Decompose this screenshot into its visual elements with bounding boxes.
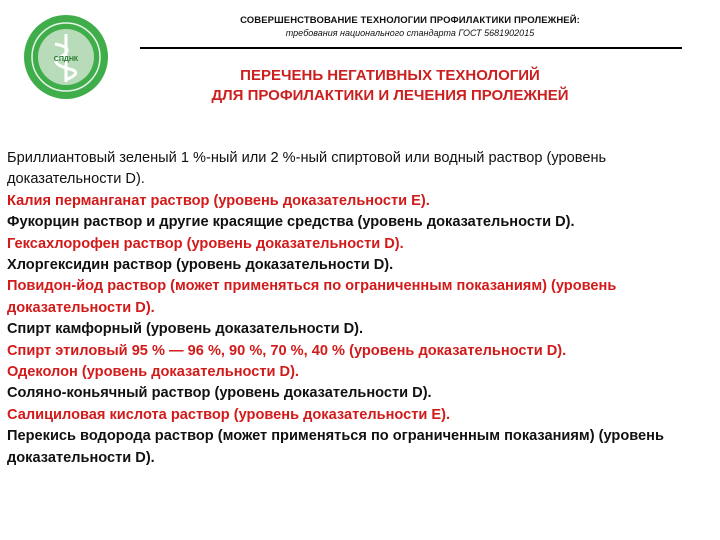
list-item: Фукорцин раствор и другие красящие средства (уровень доказательности D).	[7, 214, 575, 231]
list-item: Соляно-коньячный раствор (уровень доказательности D).	[7, 385, 432, 402]
header-line-1: СОВЕРШЕНСТВОВАНИЕ ТЕХНОЛОГИИ ПРОФИЛАКТИКИ ПРОЛЕЖНЕЙ:	[240, 15, 580, 26]
document-header	[140, 15, 680, 38]
medical-emblem-icon	[23, 14, 109, 100]
page-title	[150, 66, 630, 106]
header-divider	[140, 47, 682, 49]
list-item: Калия перманганат раствор (уровень доказательности E).	[7, 192, 430, 209]
list-item: Гексахлорофен раствор (уровень доказательности D).	[7, 235, 404, 252]
list-item: Одеколон (уровень доказательности D).	[7, 364, 299, 381]
list-item: Салициловая кислота раствор (уровень доказательности E).	[7, 406, 451, 423]
title-line-2: ДЛЯ ПРОФИЛАКТИКИ И ЛЕЧЕНИЯ ПРОЛЕЖНЕЙ	[211, 87, 569, 104]
list-item: Хлоргексидин раствор (уровень доказательности D).	[7, 257, 394, 274]
list-item: Бриллиантовый зеленый 1 %-ный или 2 %-ный спиртовой или водный раствор (уровень доказательности D).	[7, 150, 607, 188]
title-line-1: ПЕРЕЧЕНЬ НЕГАТИВНЫХ ТЕХНОЛОГИЙ	[240, 67, 540, 84]
header-line-2: требования национального стандарта ГОСТ 5681902015	[285, 28, 535, 38]
list-item: Повидон-йод раствор (может применяться по ограниченным показаниям) (уровень доказательности D).	[7, 278, 617, 316]
list-item: Спирт камфорный (уровень доказательности D).	[7, 321, 364, 338]
logo-text: СПДНК	[53, 56, 79, 63]
list-item: Перекись водорода раствор (может применяться по ограниченным показаниям) (уровень доказательности D).	[7, 428, 664, 466]
technology-list	[7, 148, 715, 469]
list-item: Спирт этиловый 95 % — 96 %, 90 %, 70 %, 40 % (уровень доказательности D).	[7, 342, 567, 359]
